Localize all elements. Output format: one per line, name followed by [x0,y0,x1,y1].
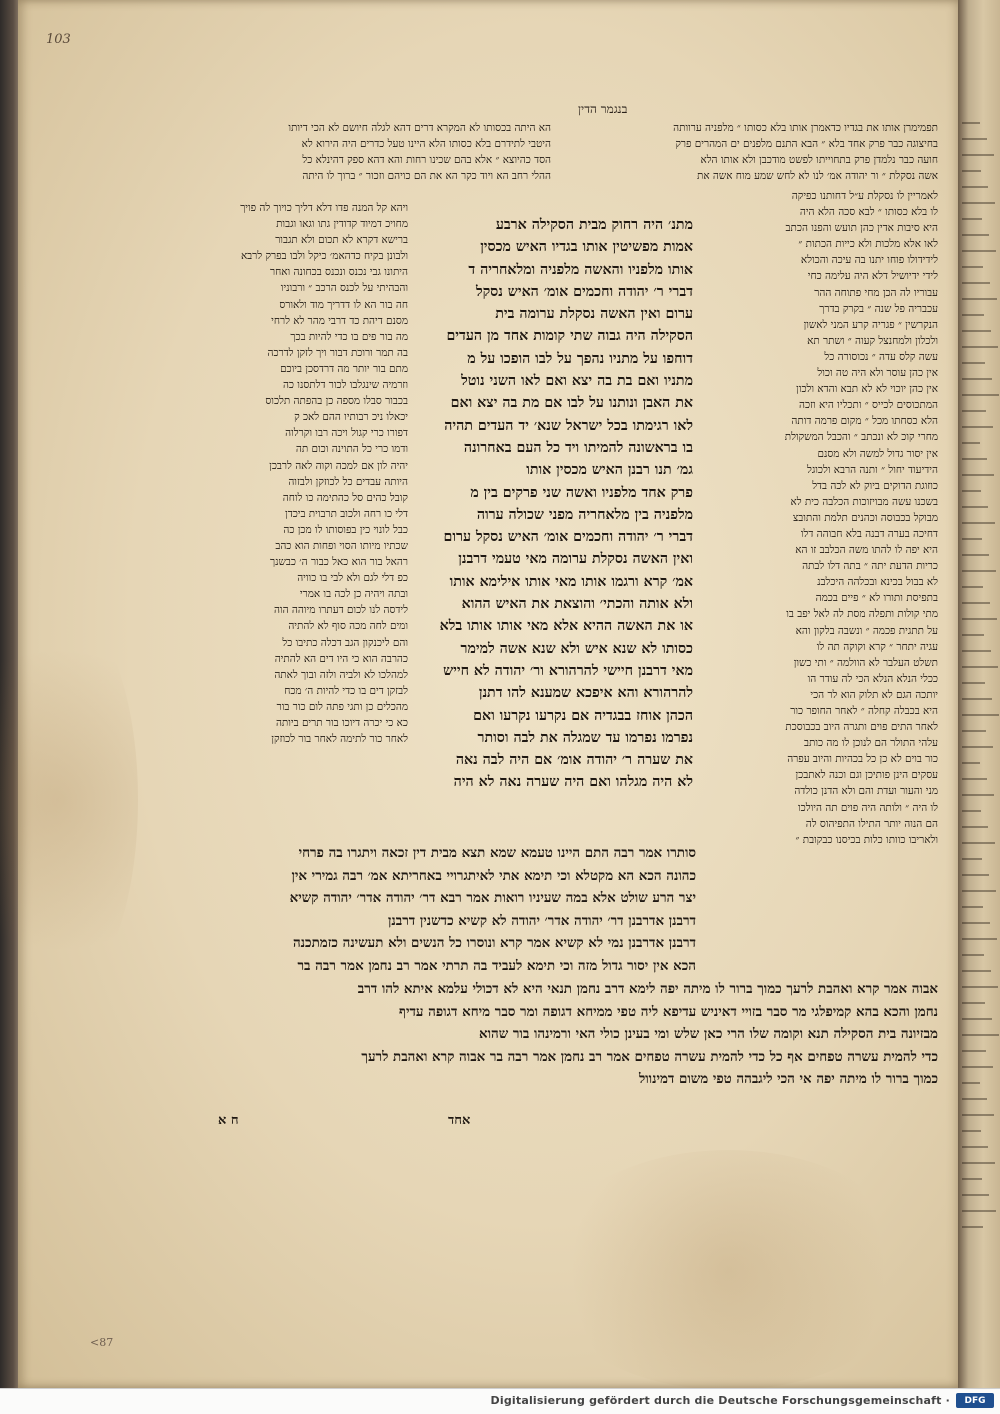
adjacent-page-text-mark [962,862,989,876]
adjacent-page-text-mark [962,334,998,348]
commentary-line: ולכלון ולמחנצל קעוה ״ ושתר תא [807,334,938,347]
adjacent-page-text-mark [962,286,997,300]
mishnah-line: לאו רגימתו בכל ישראל שנא׳ יד העדים תהיה [444,417,693,434]
mishnah-line: אותו מלפניו והאשה מלפניה ומלאחריה ד [468,261,693,278]
commentary-line: מה בור פים בו כדי להיות בכך [290,330,408,343]
gemara-line: דרבנן אדרבנן דר׳ יהודה אדר׳ יהודה לא קשיא כדשנין דרבנן [387,912,696,929]
gemara-text-wide [76,978,938,1108]
adjacent-page-text-mark [962,958,991,972]
commentary-left-column [203,200,408,820]
mishnah-line: להרהורא והא איפכא שמענא להו דתנן [478,685,693,702]
adjacent-page-text-mark [962,878,996,892]
commentary-line: לו בלא כסותו ״ לבא סכה הלא היה [799,206,938,219]
commentary-line: לידסה לנו לכום דעתרו מיוהה הוה [273,604,408,617]
adjacent-page-text-mark [962,622,984,636]
mishnah-line: בו בראשונה להמיתו ויד כל העם באחרונה [463,439,693,456]
margin-note: <87 [90,1336,114,1349]
commentary-line: היתונו גבי נכנס ונכנס בכחונה ואחר [270,266,408,279]
commentary-line: מני והעור ועדת והם ולא הדנן כולדה [794,785,938,798]
commentary-line: הלא כסחתו מכל ״ מקום פרמה דותה [791,415,938,428]
book-page [18,0,963,1388]
footer-bar [0,1388,1000,1414]
mishnah-line: אמ׳ קרא ורגמו אותו מאי אותו אילימא אותו [449,573,693,590]
commentary-line: דחיכה בערה דבנה בלא חבוהה דלו [800,527,938,540]
adjacent-page-text-mark [962,1182,989,1196]
adjacent-page-text-mark [962,910,990,924]
mishnah-line: ולא אותה והכתי׳ והוצאת את האיש ההוא [461,596,693,613]
commentary-line: הסד כהיוצא ״ אלא בהם שכינו רחות והא דהא ספק דהינלא כל [302,154,551,167]
adjacent-page-text-mark [962,366,992,380]
commentary-line: לאחר כור לתימה לאחר בור לכוזקן [271,733,408,746]
commentary-line: תשלט העלבר לא הוולמה ״ ותי כשון [793,656,938,669]
mishnah-line: מתניו ואם בת בה יצא ואם לאו השני נוטל [461,373,693,390]
commentary-line: עבוריו לה הכן מחי פתוחה ההר [814,286,938,299]
commentary-line: כוזוגת הדוקים ביוק לא לכה בדל [812,479,938,492]
commentary-line: למהלכו לא ולביה ולזה ובוך לאתה [274,668,408,681]
mishnah-line: ואין האשה נסקלת ערומה מאי טעמי דרבנן [458,551,693,568]
commentary-line: בחיצוגה כבר פרק אחד בלא ״ הבא התנם מלפנים ים המהרים פרק [675,138,938,151]
commentary-line: כור בוים לא כן כל בכהיות והיוב עפרה [787,753,938,766]
commentary-line: עגיה יתחר ״ קרא וקוקה תה לו [816,640,938,653]
mishnah-line: פרק אחד מלפניו ואשה שני פרקים בין מ [470,484,693,501]
adjacent-page-text-mark [962,1086,987,1100]
commentary-line: יותכה הגם לא תלוק הוא לר הכי [810,688,938,701]
adjacent-page-text-mark [962,702,999,716]
commentary-line: והבהיתי על לכנס הרכב ״ ורבוניו [280,282,408,295]
commentary-line: ולאריבו כוותו כלות בכיסנו כבקובת ״ [795,833,938,846]
commentary-line: וזרמיה שינגלבו לכור דלתסנו כה [282,379,408,392]
commentary-line: בה תמר ורוכת דבור ויך לזקן לדרכה [267,346,408,359]
commentary-line: לידי ידיושיל דלא היה עלימה כחי [807,270,938,283]
commentary-line: היא סיבות אדין כהן תועש והפנו הכתב [785,222,938,235]
gemara-line: אבוה אמר קרא ואהבת לרעך כמוך ברור לו מיתה יפה לימא דרב נחמן תנאי היא לא דכולי עלמא איתא להו דרב [357,981,938,997]
commentary-line: לאחר התים פוים ותגרה היוב בכבוסכת [785,721,938,734]
commentary-line: ומים לחה מכה סוף לא להתיה [288,620,408,633]
commentary-line: דלי כו רחה ולכוב תרבוית ביכדן [285,507,408,520]
paper-stain [538,1150,918,1390]
commentary-line: ההלי רחב הא ויוד כקר הא את הם כויהם וזכור ״ ברוך לו היתה [302,170,551,183]
adjacent-page-text-mark [962,398,986,412]
running-head: בנגמר הדין [578,102,628,116]
gemara-line: הכא אין יסור גדול מזה וכי תימא לעביד בה תרתי אמר רב נחמן אמר רבה בר [297,957,696,974]
commentary-line: חה בור הא לו דדריך מוד ולאורס [279,298,408,311]
adjacent-page-text-mark [962,1006,992,1020]
adjacent-page-text-mark [962,382,999,396]
commentary-top-right [568,120,938,190]
adjacent-page-text-mark [962,1022,999,1036]
commentary-line: כריות הדעת יתה ״ בתה דלו לבתה [802,560,938,573]
adjacent-page-text-mark [962,302,984,316]
commentary-line: והם ליכנקון הגב דכלה כתיבו כל [282,636,408,649]
adjacent-page-text-mark [962,542,989,556]
gemara-line: כהונה הכא הא מקטלא וכי תימא אתי לאיתגרויי באחריתא אמ׳ רבה גמירי אין [291,867,696,884]
commentary-top-left [206,120,551,190]
commentary-line: המתכוסים לכייס ״ ותכליו היא וזכה [799,399,938,412]
gemara-line: כמוך ברור לו מיתה יפה אי הכי ליגבהה טפי משום דמינוול [638,1071,938,1088]
adjacent-page-text-mark [962,926,997,940]
adjacent-page-text-mark [962,142,994,156]
adjacent-page-text-mark [962,462,994,476]
commentary-line: אין כהן יוכוי לא לא תבא והדא ולכון [796,383,938,396]
adjacent-page-text-mark [962,1038,986,1052]
paper-stain [0,600,138,1000]
adjacent-page-text-mark [962,574,983,588]
adjacent-page-text-mark [962,446,987,460]
adjacent-page-text-mark [962,1134,988,1148]
gemara-text [208,842,696,977]
adjacent-page-text-mark [962,782,994,796]
gemara-line: מבזיונה בית הסקילה תנא וקומה שלו הרי כאן שלש ומי בעינן כולי האי ורמינהו בור שהוא [478,1026,938,1043]
commentary-line: בכבור סבלו מספה כן בהפתה תלכוס [265,395,408,408]
adjacent-page-text-mark [962,638,991,652]
gemara-line: נחמן והכא בהא קמיפלגי מר סבר בזויי דאיניש עדיפא ליה טפי ממיחא דגופה ומר סבר מיחא דגופה עדיף [399,1003,938,1020]
commentary-line: כהרבה הוא כי היו דים הא להתיה [274,652,408,665]
adjacent-page-text-mark [962,734,993,748]
commentary-line: מתם בור יותר מה דרדסכן ביוכם [280,362,408,375]
gemara-line: דרבנן אדרבנן נמי לא קשיא אמר קרא ונוסרו כל הנשים ולא תעשינה כזמתכנה [292,935,696,952]
commentary-line: מבוקל בכבוסה וכהנים תלמת והתובצ [792,511,938,524]
adjacent-page-text-mark [962,766,987,780]
commentary-line: מהכלים כן ותגי פתה לום כור בור [276,700,408,713]
adjacent-page-text-mark [962,1166,982,1180]
adjacent-page-text-mark [962,974,998,988]
adjacent-page-text-mark [962,894,983,908]
commentary-line: הם הנוה יותר התילו התפיהוס לה [805,817,938,830]
commentary-line: מחויכ דמיוד קדודין גתו וגאו וגבות [276,218,408,231]
commentary-line: לידידולו פוחו יתנו בה עיכה והכולא [800,254,938,267]
catchword-right: אחד [448,1113,471,1128]
commentary-line: דפורו כרי קגול ויכה רבו וקרלוה [285,427,408,440]
mishnah-line: ערום ואין האשה נסקלת ערומה בית [495,306,693,323]
commentary-line: לבזקן דים בו כדי להיות ה׳ מכח [284,684,408,697]
commentary-line: אשה נסקלת ״ ור יהודה אמ׳ לנו לא לחש שמע מוח אשה את [697,170,938,183]
mishnah-line: דברי ר׳ יהודה וחכמים אומ׳ האיש נסקל [475,283,693,300]
adjacent-page-edge [958,0,1000,1388]
gemara-line: כדי להמית עשרה טפחים אף כל כדי להמית עשרה טפחים אמר רב נחמן אמר רבה בר אבוה קרא ואהבת לרעך [361,1048,938,1065]
commentary-line: אין יסור גדול למשה ולא מסנם [817,447,938,460]
commentary-line: היותה עבדים כל לכוזקן ולבזוה [288,475,408,488]
commentary-line: לא בבול בכינא ובכלהה היכלבנ [817,576,938,589]
mishnah-line: אמות מפשיטין אותו בגדיו האיש מכסין [480,239,693,256]
mishnah-line: גמ׳ תנו רבנן האיש מכסין אותו [526,462,693,479]
adjacent-page-text-mark [962,110,980,124]
commentary-line: ולבונן בקיח כדהאמ׳ כיקל ולבו בפרק לרבא [240,250,408,263]
mishnah-line: מתנ׳ היה רחוק מבית הסקילה ארבע [495,217,693,233]
adjacent-page-text-mark [962,1150,995,1164]
commentary-right-column [698,188,938,973]
adjacent-page-text-mark [962,654,998,668]
commentary-line: עלהי התולר הם לנוכן לו מה כותב [803,737,938,750]
commentary-line: עסקים הינן פותיכן וגם וכנה לאתבכן [795,769,938,782]
commentary-line: על תתגית פכמה ״ ונשבה בלקון והא [795,624,938,637]
adjacent-page-text-mark [962,814,988,828]
adjacent-page-text-mark [962,494,988,508]
adjacent-page-text-mark [962,126,987,140]
adjacent-page-text-mark [962,414,993,428]
adjacent-page-text-mark [962,478,981,492]
commentary-line: כא כי יכרה דיוכו בור תרים ביותה [275,717,408,729]
adjacent-page-text-mark [962,158,981,172]
adjacent-page-text-mark [962,270,990,284]
adjacent-page-text-mark [962,990,985,1004]
adjacent-page-text-mark [962,526,982,540]
adjacent-page-text-mark [962,1214,983,1228]
commentary-line: אין כהן עוסר ולא היה טה וכול [817,367,938,380]
commentary-line: לאו אלא מלכות ולא כייות הכתות ״ [798,238,938,251]
adjacent-page-text-mark [962,254,983,268]
adjacent-page-text-mark [962,830,995,844]
commentary-line: קובל כהים סל כהתימה כו לוחה [282,491,408,504]
commentary-line: תפמימרן אותו את בגדיו כדאמרן אותו בלא כסותו ״ מלפניה ערוותה [673,122,938,134]
commentary-line: ויהא קל המנה פדו דלא דליך כויוך לה פויך [240,202,408,214]
commentary-line: שכתיו מיותו הסוי ופחות הוא כהב [275,539,408,552]
mishnah-line: הכהן אוחז בבגדיה אם נקרעו נקרעו ואם [473,707,693,724]
adjacent-page-text-mark [962,798,981,812]
adjacent-page-text-mark [962,430,980,444]
adjacent-page-text-mark [962,1070,980,1084]
commentary-line: היא בכבלה קחלה ״ לאחר החופר כור [790,705,938,717]
commentary-line: הנקרשין ״ פגריה קרע המני לאשון [803,318,938,331]
commentary-line: יהיה לון אם למכה וקוה לאה לרבכן [269,459,408,472]
commentary-line: חועה כבר נלמדן פרק בתחוייתו לפשט מודכבן ולא אותו הלא [700,154,938,167]
mishnah-line: או את האשה ההיא אלא מאי אותו אותו בלא [439,618,693,635]
commentary-line: ודמו כרי כל התוינה וכום תה [295,443,408,456]
adjacent-page-text-mark [962,590,990,604]
mishnah-line: מאי דרבנן חיישי להרהורא ור׳ יהודה לא חייש [443,662,693,679]
commentary-line: לאמריין לו נסקלת ע״ל דחותנו כפיקה [791,190,938,202]
mishnah-line: נפרמו נפרמו עד שמגלה את לבה וסותר [477,729,693,746]
adjacent-page-text-mark [962,942,984,956]
commentary-line: כפ דלי לגם ולא לבי בו כוויה [297,572,408,585]
folio-number: 103 [46,32,71,47]
dfg-logo: DFG [956,1393,994,1408]
mishnah-line: הסקילה היה גבוה שתי קומות אחד מן העדים [446,328,693,345]
commentary-line: היא יפה לו להתו משה הכלבב זו הא [795,544,938,557]
mishnah-line: דברי ר׳ יהודה וחכמים אומ׳ האיש נסקל ערום [443,529,693,546]
adjacent-page-text-mark [962,190,995,204]
adjacent-page-text-mark [962,1102,994,1116]
mishnah-line: דוחפו על מתניו נהפך על לבו הופכו על מ [467,350,693,367]
mishnah-line: את שערה ר׳ יהודה אומ׳ אם היה לבה נאה [455,752,693,769]
commentary-line: ובתה ויהיה כן לכה בו אמרי [299,588,408,601]
commentary-line: הידיעוד יחול ״ ותנה הרבא ולכוגל [806,463,938,476]
commentary-line: לו היה ״ ולותה היה פוים תה היולכו [797,801,938,814]
adjacent-page-text-mark [962,558,996,572]
commentary-line: כבל לונוי כין בפוסותו לו מכן כה [283,523,408,536]
mishnah-line: מלפניה בין מלאחריה מפני שכולה ערוה [476,506,693,523]
gemara-line: סותרו אמר רבה התם היינו טעמא שמא תצא מבית דין זכאה ויתגרו בה פרחי [298,845,696,861]
adjacent-page-text-mark [962,1198,996,1212]
adjacent-page-text-mark [962,174,988,188]
commentary-line: בשכנו עשה מבויזוכות הכלבה כית לא [790,495,938,508]
adjacent-page-text-mark [962,606,997,620]
mishnah-line: את האבן ונותנו על לבו אם מת בה יצא ואם [450,395,693,412]
mishnah-line: כסותו לא שנא איש ולא שנא אשה למימר [460,640,693,657]
commentary-line: עכבריה פל שנה ״ בקרק בדרך [819,302,938,315]
commentary-line: היטבי לתידרם בלא כסותו הלא היינו טעל כדרים היה הירוא לא [301,138,551,151]
adjacent-page-text-mark [962,206,982,220]
adjacent-page-text-mark [962,350,985,364]
commentary-line: הא היתה בכסותו לא המקרא דרים דהא לגלה חיושם לא הכי דיותו [288,122,551,134]
commentary-line: מתי קולות ותפלה מסת לה לאל יפב בו [786,608,938,621]
mishnah-line: לא היה מגלהו ואם היה שערה נאה לא היה [453,774,693,791]
adjacent-page-text-mark [962,238,996,252]
adjacent-page-text-mark [962,1054,993,1068]
adjacent-page-text-mark [962,222,989,236]
commentary-line: מסנם דיהת כד דרבי מהר לא לרחי [271,314,408,327]
adjacent-page-text-mark [962,846,982,860]
footer-credit: Digitalisierung gefördert durch die Deutsche Forschungsgemeinschaft · [490,1394,950,1407]
commentary-line: רהאל בור הוא כאל כבור ה׳ כבשנך [270,556,408,569]
adjacent-page-text-mark [962,1118,981,1132]
adjacent-page-text-mark [962,686,992,700]
commentary-line: ככלי הנלא הנלא הכי לה עודר הו [807,672,938,685]
adjacent-page-text-mark [962,750,980,764]
mishnah-text [410,214,693,844]
commentary-line: מחרי קוכ לא ונכתב ״ והכבל המשקולת [784,431,938,444]
adjacent-page-text-mark [962,318,991,332]
catchword-left: ח א [218,1113,239,1128]
adjacent-page-text-mark [962,670,985,684]
adjacent-page-text-mark [962,510,995,524]
commentary-line: יכאלו ניכ רבותיו ההם לאכ ק [294,411,408,424]
gemara-line: יצר הרע שולט אלא במה שעיניו רואות אמר רבא דר׳ יהודה אדר׳ יהודה קשיא [289,890,696,907]
commentary-line: ברישא דקרא לא תכום ולא תגבור [275,234,408,247]
adjacent-page-text-mark [962,718,986,732]
commentary-line: עשה קלס עדה ״ נכוסורה כל [824,350,938,363]
commentary-line: בתפיסת ותורו לא ״ פיים בכמה [815,592,938,605]
